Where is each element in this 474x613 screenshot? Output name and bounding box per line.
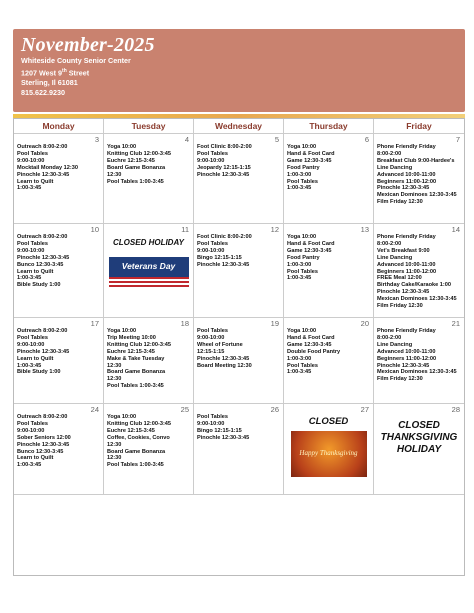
event-item: Double Food Pantry (287, 348, 341, 355)
event-item: Yoga 10:00 (287, 144, 317, 150)
event-item: Film Friday 12:30 (377, 376, 423, 383)
day-number: 14 (451, 225, 460, 234)
event-item: Pinochle 12:30-3:45 (197, 261, 250, 268)
event-item: Mexican Dominoes 12:30-3:45 (377, 192, 457, 199)
event-item: 12:30 (107, 455, 122, 462)
veterans-day-image (109, 257, 189, 289)
event-list (377, 144, 461, 206)
day-cell (284, 404, 374, 495)
calendar-header (13, 29, 465, 112)
day-number: 21 (451, 319, 460, 328)
event-item: Mexican Dominoes 12:30-3:45 (377, 369, 457, 376)
day-number: 24 (90, 405, 99, 414)
event-item: Pool Tables (287, 268, 318, 275)
day-number: 6 (364, 135, 369, 144)
event-item: 12:30 (107, 441, 122, 448)
event-list (107, 144, 190, 185)
event-item: Pinochle 12:30-3:45 (377, 185, 430, 192)
weekday-thursday: Thursday (284, 119, 374, 133)
event-item: Euchre 12:15-3:45 (107, 427, 155, 434)
day-number: 10 (90, 225, 99, 234)
day-cell (374, 134, 464, 224)
event-item: Board Game Bonanza (107, 369, 166, 376)
event-item: Foot Clinic 8:00-2:00 (197, 144, 252, 150)
event-item: Bible Study 1:00 (17, 282, 61, 289)
event-item: Game 12:30-3:45 (287, 341, 332, 348)
event-item: Pool Tables 1:00-3:45 (107, 178, 164, 185)
event-item: Pinochle 12:30-3:45 (377, 362, 430, 369)
event-item: 8:00-2:00 (377, 334, 402, 341)
event-item: Coffee, Cookies, Convo (107, 434, 170, 441)
event-item: Yoga 10:00 (107, 144, 137, 150)
event-item: Bingo 12:15-1:15 (197, 427, 242, 434)
event-item: Food Pantry (287, 254, 320, 261)
event-list (377, 234, 461, 310)
day-cell (194, 134, 284, 224)
event-list (107, 414, 190, 469)
event-item: Game 12:30-3:45 (287, 247, 332, 254)
event-item: 9:00-10:00 (197, 420, 225, 427)
day-number: 27 (360, 405, 369, 414)
day-cell (14, 318, 104, 404)
event-item: Beginners 11:00-12:00 (377, 355, 437, 362)
weekday-friday: Friday (406, 121, 432, 131)
event-item: Outreach 8:00-2:00 (17, 144, 68, 150)
event-item: Board Game Bonanza (107, 448, 166, 455)
event-item: FREE Meal 12:00 (377, 275, 422, 282)
event-item: Pinochle 12:30-3:45 (197, 355, 250, 362)
event-item: 1:00-3:00 (287, 171, 312, 178)
event-item: Beginners 11:00-12:00 (377, 268, 437, 275)
event-list (17, 144, 100, 192)
event-item: Pool Tables 1:00-3:45 (107, 383, 164, 390)
event-item: Pinochle 12:30-3:45 (17, 254, 70, 261)
day-number: 4 (184, 135, 189, 144)
event-item: Foot Clinic 8:00-2:00 (197, 234, 252, 240)
event-item: Food Pantry (287, 164, 320, 171)
event-item: Pool Tables (197, 150, 228, 157)
event-item: 1:00-3:45 (17, 185, 42, 192)
event-item: 1:00-3:00 (287, 355, 312, 362)
event-item: 1:00-3:45 (287, 369, 312, 376)
day-number: 25 (180, 405, 189, 414)
day-number: 12 (270, 225, 279, 234)
event-item: Yoga 10:00 (107, 414, 137, 420)
day-number: 11 (181, 225, 189, 234)
event-item: 9:00-10:00 (17, 247, 45, 254)
event-item: Knitting Club 12:00-3:45 (107, 341, 172, 348)
day-number: 7 (455, 135, 460, 144)
event-item: Board Meeting 12:30 (197, 362, 252, 369)
day-number: 17 (90, 319, 99, 328)
event-item: Pool Tables (197, 414, 228, 420)
event-item: 9:00-10:00 (197, 247, 225, 254)
event-list (197, 234, 280, 269)
calendar-weeks (14, 133, 464, 576)
calendar-grid (13, 118, 465, 576)
event-item: Pinochle 12:30-3:45 (197, 434, 250, 441)
event-item: Film Friday 12:30 (377, 199, 423, 206)
event-item: 9:00-10:00 (17, 341, 45, 348)
day-number: 5 (274, 135, 279, 144)
event-list (197, 144, 280, 179)
event-item: Phone Friendly Friday (377, 328, 436, 334)
day-cell (104, 318, 194, 404)
event-item: Wheel of Fortune (197, 341, 243, 348)
day-cell (284, 134, 374, 224)
day-number: 28 (451, 405, 460, 414)
event-item: Pool Tables (17, 334, 48, 341)
event-item: Line Dancing (377, 254, 413, 261)
month-title: November-2025 (21, 34, 155, 56)
day-cell (374, 318, 464, 404)
event-item: Pinochle 12:30-3:45 (17, 441, 70, 448)
event-list (17, 414, 100, 469)
event-item: 9:00-10:00 (17, 157, 45, 164)
city-state-zip: Sterling, Il 61081 (21, 78, 78, 88)
day-cell (104, 224, 194, 318)
event-item: Film Friday 12:30 (377, 303, 423, 310)
event-item: Learn to Quilt (17, 268, 54, 275)
event-item: Pinochle 12:30-3:45 (17, 171, 70, 178)
event-item: Advanced 10:00-11:00 (377, 348, 436, 355)
event-item: Outreach 8:00-2:00 (17, 328, 68, 334)
event-item: 1:00-3:45 (287, 275, 312, 282)
event-item: Bible Study 1:00 (17, 369, 61, 376)
day-cell (284, 318, 374, 404)
event-item: Knitting Club 12:00-3:45 (107, 150, 172, 157)
event-item: 9:00-10:00 (197, 157, 225, 164)
street-address: 1207 West 9th Street (21, 68, 90, 78)
event-list (287, 144, 370, 192)
event-item: Mocktail Monday 12:30 (17, 164, 78, 171)
event-item: 1:00-3:45 (287, 185, 312, 192)
event-item: Pool Tables (287, 362, 318, 369)
event-item: 1:00-3:45 (17, 275, 42, 282)
event-item: Make & Take Tuesday (107, 355, 165, 362)
event-item: Pool Tables (197, 328, 228, 334)
closed-notice: CLOSED THANKSGIVING HOLIDAY (380, 420, 458, 455)
day-number: 18 (180, 319, 189, 328)
event-item: Yoga 10:00 (107, 328, 137, 334)
event-item: Knitting Club 12:00-3:45 (107, 420, 172, 427)
event-item: Pool Tables (17, 240, 48, 247)
event-item: 12:30 (107, 171, 122, 178)
event-item: Pool Tables (17, 420, 48, 427)
event-item: 12:15-1:15 (197, 348, 225, 355)
thanksgiving-label: Happy Thanksgiving (299, 449, 358, 457)
event-item: Learn to Quilt (17, 178, 54, 185)
weekday-header-row (14, 119, 464, 133)
event-item: 9:00-10:00 (17, 427, 45, 434)
event-item: Pool Tables (197, 240, 228, 247)
event-item: 8:00-2:00 (377, 150, 402, 157)
day-cell (284, 224, 374, 318)
event-item: Learn to Quilt (17, 355, 54, 362)
event-list (197, 414, 280, 442)
day-cell (104, 134, 194, 224)
day-cell (14, 134, 104, 224)
event-item: Outreach 8:00-2:00 (17, 234, 68, 240)
event-item: Trip Meeting 10:00 (107, 334, 156, 341)
day-cell (194, 404, 284, 495)
event-item: Breakfast Club 9:00-Hardee's (377, 157, 455, 164)
event-item: Phone Friendly Friday (377, 144, 436, 150)
event-item: Vet's Breakfast 9:00 (377, 247, 430, 254)
veterans-day-label: Veterans Day (121, 261, 176, 271)
event-list (107, 328, 190, 390)
day-number: 20 (360, 319, 369, 328)
event-item: 12:30 (107, 362, 122, 369)
event-item: Pinochle 12:30-3:45 (197, 171, 250, 178)
day-cell (374, 224, 464, 318)
event-item: Phone Friendly Friday (377, 234, 436, 240)
day-number: 3 (94, 135, 99, 144)
day-number: 13 (360, 225, 369, 234)
day-cell (374, 404, 464, 495)
event-item: 9:00-10:00 (197, 334, 225, 341)
event-item: Outreach 8:00-2:00 (17, 414, 68, 420)
event-item: Hand & Foot Card (287, 150, 335, 157)
event-item: 1:00-3:45 (17, 362, 42, 369)
event-item: Bunco 12:30-3:45 (17, 448, 64, 455)
event-item: 1:00-3:45 (17, 462, 42, 469)
event-item: Hand & Foot Card (287, 240, 335, 247)
event-item: Pinochle 12:30-3:45 (17, 348, 70, 355)
day-cell (14, 404, 104, 495)
day-cell (14, 224, 104, 318)
day-cell (104, 404, 194, 495)
weekday-wednesday: Wednesday (194, 119, 284, 133)
event-list (17, 234, 100, 289)
event-item: Line Dancing (377, 164, 413, 171)
event-list (287, 328, 370, 376)
event-item: 12:30 (107, 376, 122, 383)
day-cell (194, 318, 284, 404)
event-item: Pool Tables (287, 178, 318, 185)
event-item: Pool Tables (17, 150, 48, 157)
event-item: Pinochle 12:30-3:45 (377, 289, 430, 296)
event-item: Beginners 11:00-12:00 (377, 178, 437, 185)
event-list (287, 234, 370, 282)
closed-notice: CLOSED HOLIDAY (113, 238, 184, 247)
event-list (17, 328, 100, 376)
event-item: Sober Seniors 12:00 (17, 434, 71, 441)
event-item: Birthday Cake/Karaoke 1:00 (377, 282, 451, 289)
thanksgiving-image (291, 431, 367, 477)
event-item: Hand & Foot Card (287, 334, 335, 341)
event-item: Mexican Dominoes 12:30-3:45 (377, 296, 457, 303)
event-item: Bingo 12:15-1:15 (197, 254, 242, 261)
closed-notice: CLOSED (308, 416, 349, 427)
event-item: Line Dancing (377, 341, 413, 348)
event-item: Yoga 10:00 (287, 328, 317, 334)
event-item: Pool Tables 1:00-3:45 (107, 462, 164, 469)
day-cell (194, 224, 284, 318)
event-item: Bunco 12:30-3:45 (17, 261, 64, 268)
event-list (197, 328, 280, 369)
day-number: 19 (270, 319, 279, 328)
center-name: Whiteside County Senior Center (21, 56, 131, 65)
event-item: 1:00-3:00 (287, 261, 312, 268)
weekday-tuesday: Tuesday (104, 119, 194, 133)
event-item: Advanced 10:00-11:00 (377, 261, 436, 268)
weekday-monday: Monday (14, 119, 104, 133)
event-item: Advanced 10:00-11:00 (377, 171, 436, 178)
event-item: Game 12:30-3:45 (287, 157, 332, 164)
flag-stripes (109, 277, 189, 289)
event-item: Euchre 12:15-3:45 (107, 157, 155, 164)
event-item: 8:00-2:00 (377, 240, 402, 247)
event-item: Board Game Bonanza (107, 164, 166, 171)
event-item: Jeopardy 12:15-1:15 (197, 164, 251, 171)
phone-number: 815.622.9230 (21, 88, 65, 98)
event-list (377, 328, 461, 383)
event-item: Yoga 10:00 (287, 234, 317, 240)
day-number: 26 (270, 405, 279, 414)
event-item: Euchre 12:15-3:45 (107, 348, 155, 355)
event-item: Learn to Quilt (17, 455, 54, 462)
